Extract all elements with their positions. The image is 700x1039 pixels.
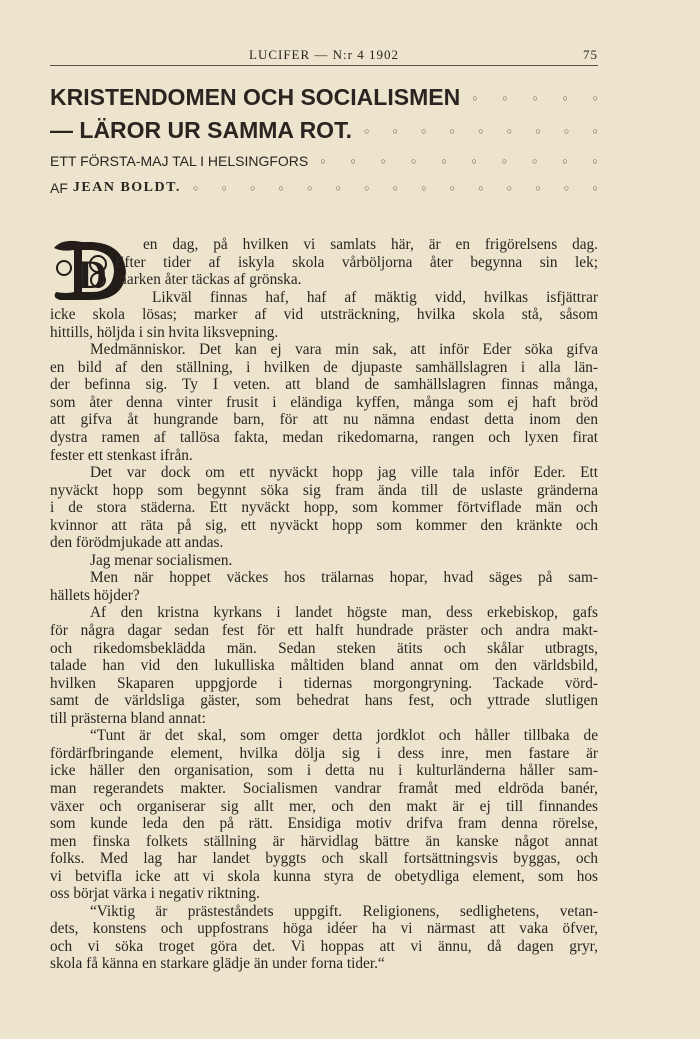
text-line: växer och organiserar sig allt mer, och den makt är ej till finnandes xyxy=(50,797,598,815)
article-title-line-1 xyxy=(50,84,598,111)
text-line: hällets höjder? xyxy=(50,586,140,604)
article-subtitle xyxy=(50,153,598,169)
text-line: Likväl finnas haf, haf af mäktig vidd, hvilkas isfjättrar xyxy=(152,288,598,306)
text-line: Men när hoppet väckes hos trälarnas hopar, hvad säges på sam- xyxy=(90,569,598,587)
text-line: och vi söka troget göra det. Vi hoppas att vi ännu, då dagen gryr, xyxy=(50,937,598,955)
article-title-line-2 xyxy=(50,117,598,144)
ornament-dots: ○ ○ ○ ○ ○ ○ ○ ○ ○ xyxy=(363,125,598,136)
text-line: icke skola lösas; marker af vid utsträckning, hvilka skola stå, såsom xyxy=(50,306,598,324)
text-line: Jag menar socialismen. xyxy=(90,551,233,569)
text-line: att gifva åt hungrande barn, för att nu nämna endast detta inom den xyxy=(50,411,598,429)
text-line: dets, konstens och uppfostrans höga idéer ha vi närmast att vaka öfver, xyxy=(50,920,598,938)
text-line: “Viktig är prästeståndets uppgift. Religionens, sedlighetens, vetan- xyxy=(90,902,598,920)
text-line: fördärfbringande element, hvilka dölja sig i dess inre, men fastare är xyxy=(50,744,598,762)
running-title: LUCIFER — N:r 4 1902 xyxy=(249,47,399,62)
ornament-dots: ○ ○ ○ ○ ○ ○ ○ ○ ○ ○ xyxy=(320,156,598,166)
text-line: skola få känna en starkare glädje än under forna tider.“ xyxy=(50,955,385,973)
ornament-dots: ○ ○ ○ ○ ○ xyxy=(472,92,598,103)
text-line: för några dagar sedan fest för ett halft hundrade präster och andra makt- xyxy=(50,622,598,640)
text-line: som kunde leda den på rätt. Ensidiga motiv drifva fram denna rörelse, xyxy=(50,815,598,833)
page-number: 75 xyxy=(583,47,598,62)
text-line: den förödmjukade att andas. xyxy=(50,534,224,552)
ornament-dots: ○ ○ ○ ○ ○ ○ ○ ○ ○ ○ ○ ○ ○ ○ ○ xyxy=(192,183,598,193)
text-line: oss börjat värka i negativ riktning. xyxy=(50,885,260,903)
title-text: KRISTENDOMEN OCH SOCIALISMEN xyxy=(50,84,461,110)
text-line: och rikedomsbeklädda män. Sedan steken ätits och skålar utbragts, xyxy=(50,639,598,657)
text-line: Af den kristna kyrkans i landet högste man, dess erkebiskop, gafs xyxy=(90,604,598,622)
text-line: “Tunt är det skal, som omger detta jordklot och håller tillbaka de xyxy=(90,727,598,745)
text-line: icke häller den organisation, som i detta nu i kulturländerna håller sam- xyxy=(50,762,598,780)
text-line: till prästerna bland annat: xyxy=(50,709,206,727)
text-line: man regerandets makter. Socialismen vandrar framåt med eldröda banér, xyxy=(50,779,598,797)
text-line: Efter tider af iskyla skola vårböljorna åter begynna sin lek; xyxy=(115,253,598,271)
text-line: fester ett stenkast ifrån. xyxy=(50,446,193,464)
text-line: som åter denna vinter frusit i eländiga kyffen, många som ej haft bröd xyxy=(50,393,598,411)
article-body xyxy=(50,236,598,973)
text-line: talade han vid den lukulliska måltiden bland annat om den världsbild, xyxy=(50,657,598,675)
text-line: men finska folkets ställning är härvidlag bättre än kanske något annat xyxy=(50,832,598,850)
text-line: i de stora städerna. Ett nyväckt hopp, som kommer förtviflade män och xyxy=(50,499,598,517)
text-line: marken åter täckas af grönska. xyxy=(115,271,302,289)
text-line: vi betvifla icke att vi skola kunna styra de obetydliga element, som hos xyxy=(50,867,598,885)
text-line: hvilken Skaparen uppgjorde i tidernas morgongryning. Tackade vörd- xyxy=(50,674,598,692)
text-line: hittills, höljda i sin hvita liksvepning. xyxy=(50,323,279,341)
text-line: kvinnor att räta på sig, ett nyväckt hopp som kommer den kränkte och xyxy=(50,516,598,534)
text-line: en dag, på hvilken vi samlats här, är en frigörelsens dag. xyxy=(143,236,598,253)
text-line: dystra ramen af tallösa fakta, medan rikedomarna, rangen och lyxen firat xyxy=(50,429,598,447)
text-line: en bild af den ställning, i hvilken de djupaste samhällslagren i alla län- xyxy=(50,358,598,376)
author-name: JEAN BOLDT. xyxy=(72,180,181,195)
article-byline xyxy=(50,180,598,196)
title-text: — LÄROR UR SAMMA ROT. xyxy=(50,117,352,143)
subtitle-text: ETT FÖRSTA-MAJ TAL I HELSINGFORS xyxy=(50,153,309,169)
text-line: samt de världsliga gäster, som behedrat hans fest, och yttrade slutligen xyxy=(50,692,598,710)
text-line: der befinna sig. Ty I veten. att bland de samhällslagren finnas många, xyxy=(50,376,598,394)
svg-text:D: D xyxy=(78,252,107,297)
byline-prefix: AF xyxy=(50,180,68,196)
text-line: folks. Med lag har landet byggts och skall fortsättningsvis byggas, och xyxy=(50,850,598,868)
text-line: Det var dock om ett nyväckt hopp jag ville tala inför Eder. Ett xyxy=(90,464,598,482)
text-line: Medmänniskor. Det kan ej vara min sak, att inför Eder söka gifva xyxy=(90,341,598,359)
running-header xyxy=(50,47,598,66)
text-line: nyväckt hopp som begynnt söka sig fram ända till de uslaste gränderna xyxy=(50,481,598,499)
